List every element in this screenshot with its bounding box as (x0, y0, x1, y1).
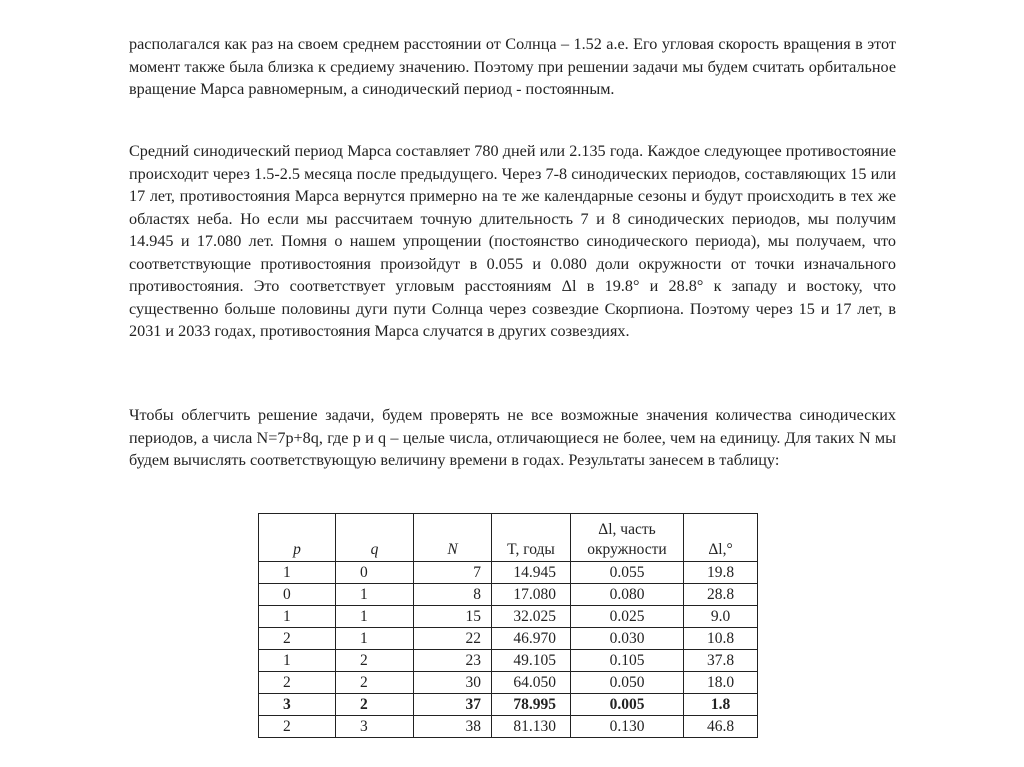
cell-q: 1 (336, 584, 414, 606)
cell-p: 1 (259, 606, 336, 628)
cell-fraction: 0.025 (571, 606, 684, 628)
cell-fraction: 0.050 (571, 672, 684, 694)
cell-degrees: 18.0 (684, 672, 758, 694)
cell-n: 37 (414, 694, 492, 716)
cell-t: 49.105 (492, 650, 571, 672)
cell-p: 2 (259, 716, 336, 738)
cell-fraction: 0.080 (571, 584, 684, 606)
cell-n: 7 (414, 562, 492, 584)
cell-t: 64.050 (492, 672, 571, 694)
cell-p: 1 (259, 562, 336, 584)
cell-q: 2 (336, 650, 414, 672)
cell-q: 2 (336, 694, 414, 716)
cell-fraction: 0.130 (571, 716, 684, 738)
cell-t: 14.945 (492, 562, 571, 584)
table-row (259, 672, 758, 694)
table-row (259, 694, 758, 716)
cell-degrees: 9.0 (684, 606, 758, 628)
header-fraction: Δl, часть окружности (571, 514, 684, 562)
cell-p: 3 (259, 694, 336, 716)
cell-n: 23 (414, 650, 492, 672)
cell-degrees: 1.8 (684, 694, 758, 716)
table-row (259, 606, 758, 628)
cell-q: 2 (336, 672, 414, 694)
table-row (259, 584, 758, 606)
cell-p: 1 (259, 650, 336, 672)
cell-p: 2 (259, 628, 336, 650)
table-body (259, 562, 758, 738)
paragraph-2: Средний синодический период Марса составляет 780 дней или 2.135 года. Каждое следующее противостояние происходит через 1.5-2.5 месяца после предыдущего. Через 7-8 синодических периодов, составляющих 15 или 17 лет, противостояния Марса вернутся примерно на те же календарные сезоны и будут происходить в тех же областях неба. Но если мы рассчитаем точную длительность 7 и 8 синодических периодов, мы получим 14.945 и 17.080 лет. Помня о нашем упрощении (постоянство синодического периода), мы получаем, что соответствующие противостояния произойдут в 0.055 и 0.080 доли окружности от точки изначального противостояния. Это соответствует угловым расстояниям Δl в 19.8° и 28.8° к западу и востоку, что существенно больше половины дуги пути Солнца через созвездие Скорпиона. Поэтому через 15 и 17 лет, в 2031 и 2033 годах, противостояния Марса случатся в других созвездиях. (129, 142, 896, 340)
table-header-row (259, 514, 758, 562)
cell-n: 38 (414, 716, 492, 738)
cell-fraction: 0.005 (571, 694, 684, 716)
results-table (258, 513, 758, 738)
cell-n: 30 (414, 672, 492, 694)
cell-degrees: 46.8 (684, 716, 758, 738)
paragraph-1: располагался как раз на своем среднем расстоянии от Солнца – 1.52 а.е. Его угловая скорость вращения в этот момент также была близка к средиему значению. Поэтому при решении задачи мы будем считать орбитальное вращение Марса равномерным, а синодический период - постоянным. (129, 35, 896, 98)
table-row (259, 650, 758, 672)
cell-p: 0 (259, 584, 336, 606)
cell-t: 17.080 (492, 584, 571, 606)
table-row (259, 716, 758, 738)
cell-t: 32.025 (492, 606, 571, 628)
header-p: p (259, 514, 336, 562)
cell-degrees: 37.8 (684, 650, 758, 672)
cell-t: 46.970 (492, 628, 571, 650)
cell-n: 22 (414, 628, 492, 650)
header-q: q (336, 514, 414, 562)
cell-fraction: 0.105 (571, 650, 684, 672)
cell-q: 1 (336, 606, 414, 628)
paragraph-3: Чтобы облегчить решение задачи, будем проверять не все возможные значения количества синодических периодов, а числа N=7p+8q, где p и q – целые числа, отличающиеся не более, чем на единицу. Для таких N мы будем вычислять соответствующую величину времени в годах. Результаты занесем в таблицу: (129, 406, 896, 469)
cell-q: 3 (336, 716, 414, 738)
cell-fraction: 0.055 (571, 562, 684, 584)
cell-fraction: 0.030 (571, 628, 684, 650)
cell-degrees: 28.8 (684, 584, 758, 606)
table-row (259, 562, 758, 584)
cell-q: 0 (336, 562, 414, 584)
header-t: T, годы (492, 514, 571, 562)
cell-degrees: 19.8 (684, 562, 758, 584)
cell-p: 2 (259, 672, 336, 694)
cell-n: 15 (414, 606, 492, 628)
cell-degrees: 10.8 (684, 628, 758, 650)
cell-t: 81.130 (492, 716, 571, 738)
header-n: N (414, 514, 492, 562)
cell-q: 1 (336, 628, 414, 650)
cell-n: 8 (414, 584, 492, 606)
header-degrees: Δl,° (684, 514, 758, 562)
cell-t: 78.995 (492, 694, 571, 716)
table-row (259, 628, 758, 650)
